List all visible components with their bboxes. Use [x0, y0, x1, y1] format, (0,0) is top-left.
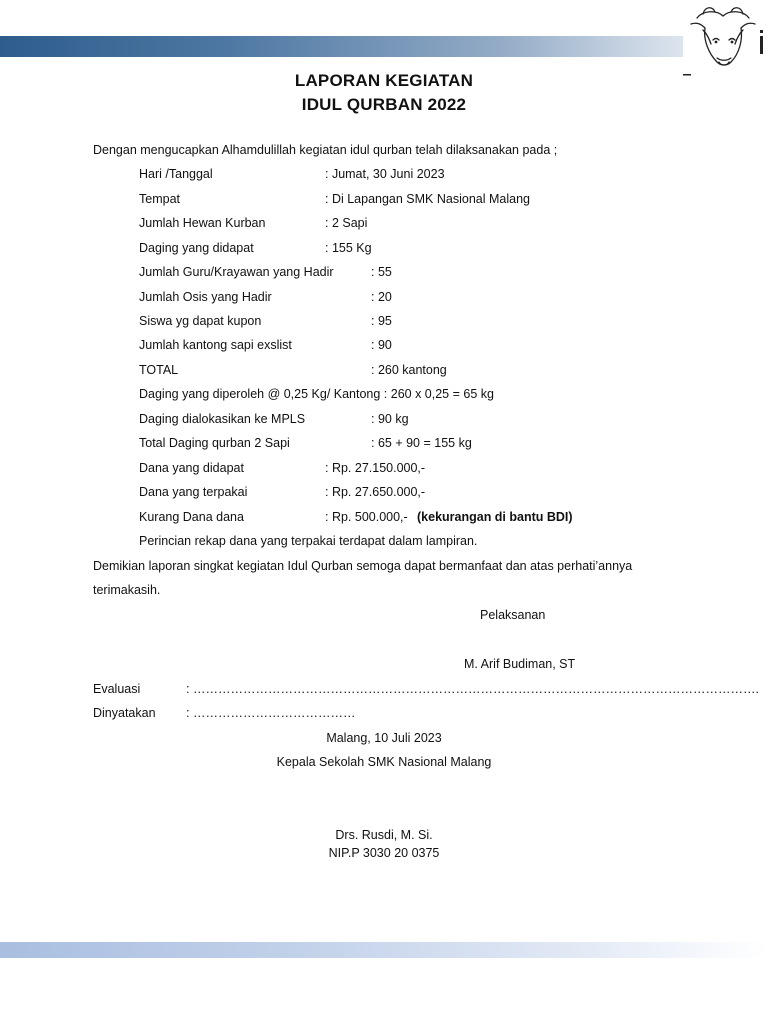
pelaksanan-label: Pelaksanan	[480, 608, 546, 622]
header-decorative-band	[0, 36, 768, 57]
rincian-text: Perincian rekap dana yang terpakai terdapat dalam lampiran.	[139, 534, 478, 548]
closing-thanks: terimakasih.	[93, 583, 161, 597]
row-label-dana-didapat: Dana yang didapat	[139, 461, 244, 475]
row-value-total-daging: : 65 + 90 = 155 kg	[371, 436, 472, 450]
row-value-mpls: : 90 kg	[371, 412, 409, 426]
place-date: Malang, 10 Juli 2023	[326, 731, 442, 745]
intro-text: Dengan mengucapkan Alhamdulillah kegiatan idul qurban telah dilaksanakan pada ;	[93, 143, 558, 157]
headmaster-title: Kepala Sekolah SMK Nasional Malang	[276, 755, 492, 769]
row-value-kantong: : 90	[371, 338, 392, 352]
row-label-kurang-dana: Kurang Dana dana	[139, 510, 244, 524]
closing-text: Demikian laporan singkat kegiatan Idul Qurban semoga dapat bermanfaat dan atas perhati’annya	[93, 559, 633, 573]
row-value-tempat: : Di Lapangan SMK Nasional Malang	[325, 192, 530, 206]
row-label-dana-terpakai: Dana yang terpakai	[139, 485, 248, 499]
headmaster-nip: NIP.P 3030 20 0375	[328, 846, 440, 860]
footer-decorative-band	[0, 942, 768, 958]
headmaster-name: Drs. Rusdi, M. Si.	[335, 828, 433, 842]
row-label-hari: Hari /Tanggal	[139, 167, 213, 181]
row-label-mpls: Daging dialokasikan ke MPLS	[139, 412, 306, 426]
row-label-total: TOTAL	[139, 363, 179, 377]
row-label-hewan: Jumlah Hewan Kurban	[139, 216, 266, 230]
row-value-dana-didapat: : Rp. 27.150.000,-	[325, 461, 426, 475]
row-value-dana-terpakai: : Rp. 27.650.000,-	[325, 485, 426, 499]
row-value-guru: : 55	[371, 265, 392, 279]
row-label-kantong: Jumlah kantong sapi exslist	[139, 338, 292, 352]
pelaksanan-name: M. Arif Budiman, ST	[464, 657, 576, 671]
row-label-tempat: Tempat	[139, 192, 180, 206]
dinyatakan-label: Dinyatakan	[93, 706, 156, 720]
cow-head-icon	[683, 0, 768, 78]
row-value-hewan: : 2 Sapi	[325, 216, 368, 230]
row-value-osis: : 20	[371, 290, 392, 304]
row-value-siswa: : 95	[371, 314, 392, 328]
report-subtitle: IDUL QURBAN 2022	[301, 95, 467, 114]
row-label-diperoleh: Daging yang diperoleh @ 0,25 Kg/ Kantong : 260 x 0,25 = 65 kg	[139, 387, 494, 401]
row-value-total: : 260 kantong	[371, 363, 447, 377]
kurang-dana-note: (kekurangan di bantu BDI)	[417, 510, 573, 524]
evaluasi-field: : ……………………………………………………………………………………………………………………….	[186, 682, 759, 696]
row-label-osis: Jumlah Osis yang Hadir	[139, 290, 272, 304]
row-label-siswa: Siswa yg dapat kupon	[139, 314, 262, 328]
row-label-guru: Jumlah Guru/Krayawan yang Hadir	[139, 265, 334, 279]
row-value-kurang-dana: : Rp. 500.000,-	[325, 510, 408, 524]
evaluasi-label: Evaluasi	[93, 682, 141, 696]
row-label-total-daging: Total Daging qurban 2 Sapi	[139, 436, 290, 450]
row-value-hari: : Jumat, 30 Juni 2023	[325, 167, 445, 181]
row-label-daging: Daging yang didapat	[139, 241, 254, 255]
report-title: LAPORAN KEGIATAN	[294, 71, 474, 90]
row-value-daging: : 155 Kg	[325, 241, 372, 255]
dinyatakan-field: : …………………………………	[186, 706, 356, 720]
